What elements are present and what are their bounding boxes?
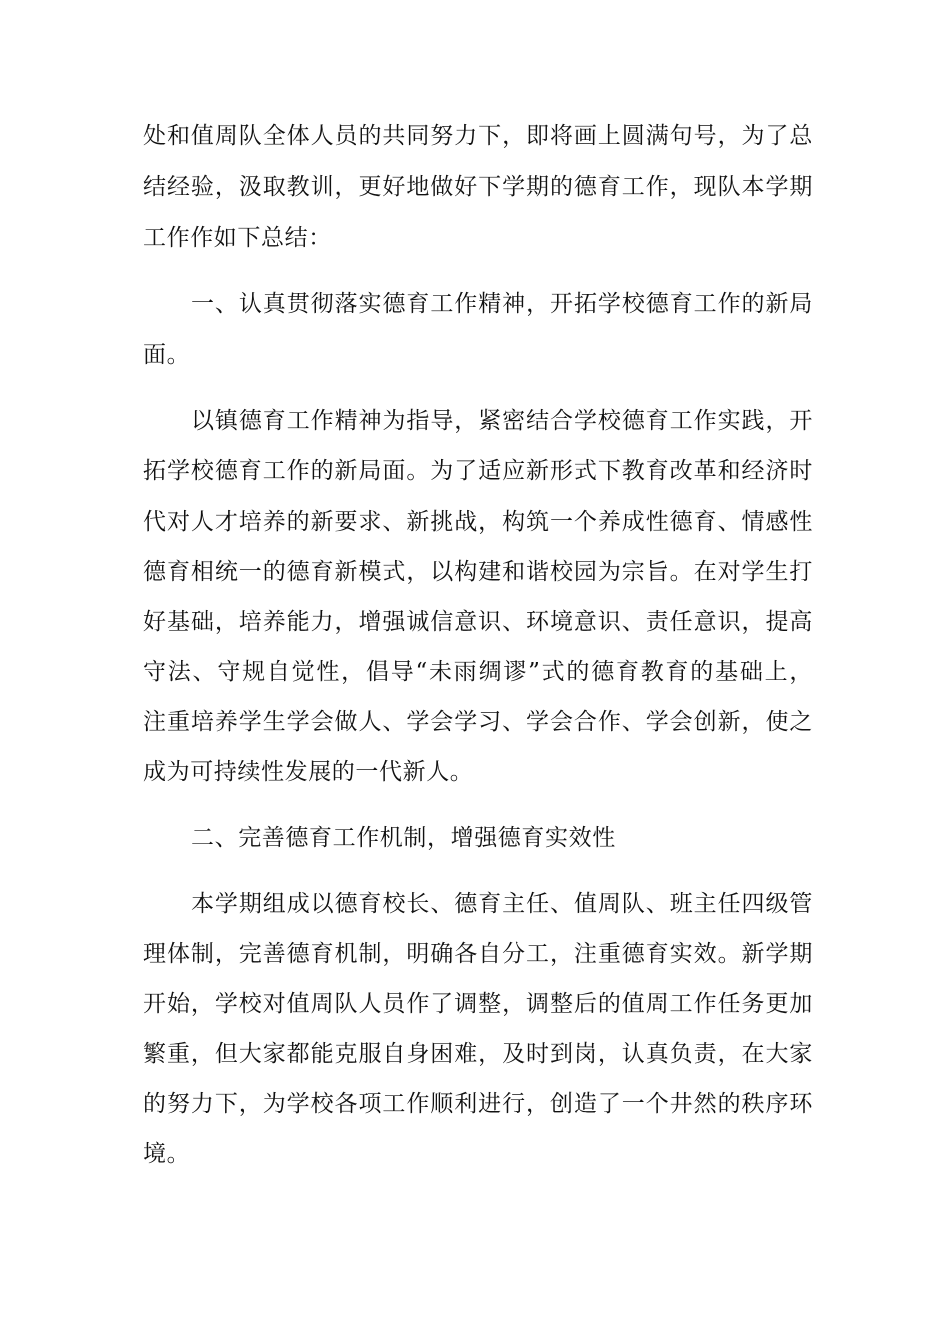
section-heading-1-line-2: 面。 <box>143 342 191 368</box>
paragraph-3-line-1: 本学期组成以德育校长、德育主任、值周队、班主任四级管 <box>191 891 813 917</box>
paragraph-2-line-1: 以镇德育工作精神为指导，紧密结合学校德育工作实践，开 <box>191 408 813 434</box>
paragraph-2-line-5: 好基础，培养能力，增强诚信意识、环境意识、责任意识，提高 <box>143 609 813 635</box>
paragraph-1-line-2: 结经验，汲取教训，更好地做好下学期的德育工作，现队本学期 <box>143 174 813 200</box>
paragraph-2-line-4: 德育相统一的德育新模式，以构建和谐校园为宗旨。在对学生打 <box>143 559 813 585</box>
paragraph-3-line-3: 开始，学校对值周队人员作了调整，调整后的值周工作任务更加 <box>143 991 813 1017</box>
paragraph-2-line-8: 成为可持续性发展的一代新人。 <box>143 759 474 785</box>
paragraph-2-line-7: 注重培养学生学会做人、学会学习、学会合作、学会创新，使之 <box>143 709 813 735</box>
paragraph-2-line-3: 代对人才培养的新要求、新挑战，构筑一个养成性德育、情感性 <box>143 509 813 535</box>
section-heading-1-line-1: 一、认真贯彻落实德育工作精神，开拓学校德育工作的新局 <box>191 291 813 317</box>
paragraph-3-line-2: 理体制，完善德育机制，明确各自分工，注重德育实效。新学期 <box>143 941 813 967</box>
paragraph-1-line-3: 工作作如下总结： <box>143 225 332 251</box>
paragraph-3-line-5: 的努力下，为学校各项工作顺利进行，创造了一个井然的秩序环 <box>143 1091 813 1117</box>
paragraph-3-line-6: 境。 <box>143 1141 191 1167</box>
paragraph-2-line-2: 拓学校德育工作的新局面。为了适应新形式下教育改革和经济时 <box>143 458 813 484</box>
paragraph-3-line-4: 繁重，但大家都能克服自身困难，及时到岗，认真负责，在大家 <box>143 1041 813 1067</box>
paragraph-1-line-1: 处和值周队全体人员的共同努力下，即将画上圆满句号，为了总 <box>143 123 813 149</box>
section-heading-2: 二、完善德育工作机制，增强德育实效性 <box>191 825 616 851</box>
paragraph-2-line-6: 守法、守规自觉性，倡导“未雨绸谬”式的德育教育的基础上， <box>143 659 813 685</box>
